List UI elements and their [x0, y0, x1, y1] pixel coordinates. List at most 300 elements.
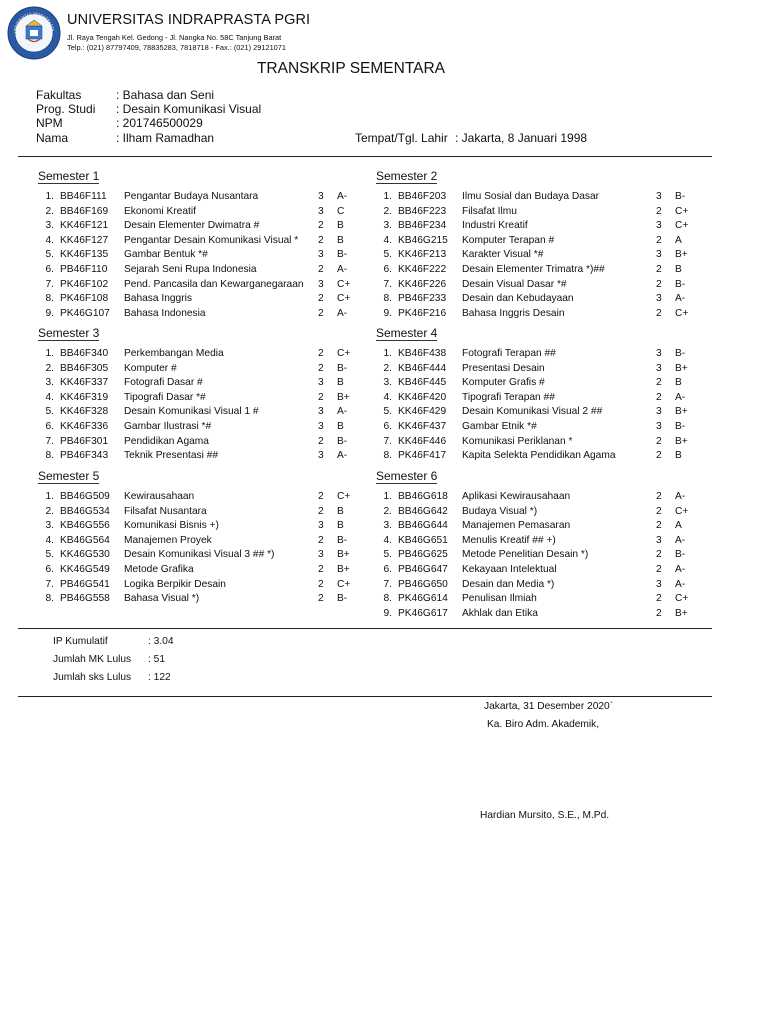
course-row — [376, 449, 706, 464]
course-code: KB46G215 — [398, 234, 448, 246]
course-code: KK46G549 — [60, 564, 110, 575]
course-row — [376, 205, 706, 220]
course-credits: 3 — [656, 293, 662, 305]
course-grade: B+ — [675, 435, 688, 447]
course-number: 9. — [45, 307, 54, 319]
course-grade: B- — [675, 421, 686, 432]
course-credits: 3 — [656, 191, 662, 202]
course-name: Kapita Selekta Pendidikan Agama — [462, 450, 616, 462]
course-code: BB46F203 — [398, 191, 447, 202]
course-row — [38, 505, 368, 520]
course-grade: B- — [675, 278, 686, 290]
course-name: Komunikasi Periklanan * — [462, 435, 573, 447]
course-code: KK46F319 — [60, 391, 109, 403]
course-grade: C+ — [675, 505, 689, 517]
course-number: 6. — [45, 421, 54, 432]
course-number: 5. — [45, 249, 54, 261]
header-divider — [18, 156, 712, 157]
course-name: Fotografi Terapan ## — [462, 348, 556, 359]
course-code: KK46F127 — [60, 234, 109, 246]
course-row — [376, 234, 706, 249]
course-credits: 2 — [656, 549, 662, 561]
course-credits: 2 — [656, 377, 662, 389]
course-number: 1. — [45, 191, 54, 202]
course-row — [38, 248, 368, 263]
course-row — [376, 435, 706, 450]
course-grade: B — [337, 421, 344, 432]
course-name: Desain Komunikasi Visual 1 # — [124, 406, 259, 418]
course-name: Kewirausahaan — [124, 491, 195, 502]
course-credits: 2 — [656, 450, 662, 462]
semester-title: Semester 6 — [376, 469, 438, 483]
course-name: Perkembangan Media — [124, 348, 224, 359]
course-row — [376, 548, 706, 563]
course-grade: B — [337, 520, 344, 532]
course-number: 6. — [383, 264, 392, 275]
course-code: KB46G556 — [60, 520, 110, 532]
semester-title: Semester 3 — [38, 326, 100, 340]
course-row — [38, 234, 368, 249]
semester-3-block — [38, 326, 351, 462]
course-name: Komputer Grafis # — [462, 377, 545, 389]
course-grade: A- — [337, 307, 348, 319]
course-grade: B — [675, 264, 682, 275]
course-credits: 3 — [656, 534, 662, 546]
course-number: 4. — [45, 234, 54, 246]
course-code: PB46F301 — [60, 435, 109, 447]
course-row — [38, 563, 368, 578]
course-name: Gambar Bentuk *# — [124, 249, 208, 261]
course-grade: C+ — [337, 491, 351, 502]
course-code: PB46F343 — [60, 450, 109, 462]
course-credits: 2 — [318, 505, 324, 517]
course-grade: B- — [337, 593, 348, 605]
course-row — [376, 307, 706, 322]
semester-2-block — [376, 169, 689, 319]
course-number: 7. — [45, 278, 54, 290]
course-credits: 2 — [656, 520, 662, 532]
course-number: 2. — [45, 505, 54, 517]
course-row — [38, 278, 368, 293]
university-name: UNIVERSITAS INDRAPRASTA PGRI — [67, 12, 311, 28]
course-row — [38, 362, 368, 377]
npm-label: NPM — [36, 116, 63, 130]
summary-divider — [18, 628, 712, 629]
course-row — [38, 391, 368, 406]
svg-text:P G R I: P G R I — [27, 47, 41, 52]
course-code: KB46G651 — [398, 534, 448, 546]
passed-sks-value: : 122 — [148, 672, 171, 683]
course-row — [376, 362, 706, 377]
course-row — [376, 592, 706, 607]
course-credits: 3 — [318, 205, 324, 217]
course-name: Desain Elementer Dwimatra # — [124, 220, 260, 232]
course-row — [376, 405, 706, 420]
course-row — [38, 592, 368, 607]
course-row — [376, 347, 706, 362]
course-code: BB46G509 — [60, 491, 110, 502]
course-row — [376, 292, 706, 307]
course-number: 4. — [383, 234, 392, 246]
course-number: 3. — [383, 377, 392, 389]
course-number: 8. — [383, 293, 392, 305]
course-number: 8. — [45, 293, 54, 305]
course-name: Bahasa Inggris — [124, 293, 192, 305]
course-number: 4. — [383, 391, 392, 403]
course-code: KK46F429 — [398, 406, 447, 418]
course-number: 8. — [45, 450, 54, 462]
course-credits: 2 — [656, 593, 662, 605]
course-number: 3. — [383, 220, 392, 232]
course-code: BB46G644 — [398, 520, 448, 532]
course-grade: B- — [337, 249, 348, 261]
course-code: KK46F420 — [398, 391, 447, 403]
course-name: Desain dan Kebudayaan — [462, 293, 574, 305]
course-row — [38, 376, 368, 391]
course-credits: 2 — [318, 362, 324, 374]
course-number: 4. — [383, 534, 392, 546]
course-credits: 3 — [656, 362, 662, 374]
course-grade: A- — [675, 534, 686, 546]
course-credits: 3 — [318, 191, 324, 202]
course-credits: 3 — [656, 348, 662, 359]
course-number: 3. — [45, 220, 54, 232]
course-row — [38, 534, 368, 549]
course-number: 6. — [45, 264, 54, 275]
course-number: 7. — [383, 435, 392, 447]
course-name: Bahasa Indonesia — [124, 307, 206, 319]
course-name: Komputer Terapan # — [462, 234, 555, 246]
course-code: KK46F336 — [60, 421, 109, 432]
course-number: 9. — [383, 607, 392, 619]
course-code: KK46F121 — [60, 220, 109, 232]
course-grade: C+ — [675, 307, 689, 319]
course-row — [38, 219, 368, 234]
course-code: BB46G618 — [398, 491, 448, 502]
university-logo — [7, 6, 61, 60]
course-number: 1. — [383, 491, 392, 502]
semester-1-block — [38, 169, 351, 319]
course-row — [376, 578, 706, 593]
course-name: Bahasa Visual *) — [124, 593, 200, 605]
svg-text:UNIVERSITAS INDRAPRASTA PGRI: UNIVERSITAS INDRAPRASTA — [12, 11, 55, 34]
course-grade: C — [337, 205, 345, 217]
course-number: 2. — [383, 205, 392, 217]
course-name: Komputer # — [124, 362, 177, 374]
course-credits: 2 — [656, 607, 662, 619]
name-label: Nama — [36, 131, 69, 145]
course-credits: 2 — [318, 234, 324, 246]
ipk-label: IP Kumulatif — [53, 636, 108, 647]
course-code: BB46F111 — [60, 191, 107, 202]
course-grade: A- — [337, 406, 348, 418]
course-number: 7. — [383, 578, 392, 590]
course-grade: C+ — [675, 205, 689, 217]
course-credits: 2 — [318, 391, 324, 403]
course-name: Tipografi Dasar *# — [124, 391, 206, 403]
course-grade: B+ — [675, 362, 688, 374]
course-row — [376, 263, 706, 278]
course-row — [376, 607, 706, 622]
course-grade: C+ — [675, 220, 689, 232]
course-grade: A — [675, 520, 682, 532]
course-credits: 2 — [656, 435, 662, 447]
course-code: PB46G647 — [398, 564, 448, 575]
course-number: 5. — [45, 549, 54, 561]
course-code: PK46F417 — [398, 450, 447, 462]
course-row — [376, 563, 706, 578]
course-name: Metode Grafika — [124, 564, 194, 575]
course-code: PK46G617 — [398, 607, 448, 619]
course-credits: 3 — [318, 377, 324, 389]
course-row — [376, 490, 706, 505]
course-credits: 3 — [318, 406, 324, 418]
course-code: KK46F222 — [398, 264, 447, 275]
course-name: Manajemen Pemasaran — [462, 520, 571, 532]
course-credits: 2 — [656, 307, 662, 319]
course-code: KB46F438 — [398, 348, 447, 359]
course-grade: A — [675, 234, 682, 246]
course-credits: 2 — [656, 391, 662, 403]
semester-title: Semester 4 — [376, 326, 438, 340]
course-code: PK46G107 — [60, 307, 110, 319]
semester-title: Semester 1 — [38, 169, 100, 183]
course-grade: A- — [675, 391, 686, 403]
course-number: 5. — [383, 549, 392, 561]
course-credits: 2 — [656, 234, 662, 246]
name-value: : Ilham Ramadhan — [116, 131, 215, 145]
course-code: KK46F226 — [398, 278, 447, 290]
course-row — [376, 420, 706, 435]
course-grade: A- — [337, 264, 348, 275]
course-grade: B+ — [675, 406, 688, 418]
course-number: 6. — [383, 421, 392, 432]
course-name: Logika Berpikir Desain — [124, 578, 226, 590]
course-grade: C+ — [337, 278, 351, 290]
course-credits: 3 — [318, 520, 324, 532]
course-name: Aplikasi Kewirausahaan — [462, 491, 571, 502]
course-code: KK46F446 — [398, 435, 447, 447]
course-code: PB46F110 — [60, 264, 108, 275]
course-number: 4. — [45, 534, 54, 546]
course-credits: 3 — [318, 450, 324, 462]
university-address: Jl. Raya Tengah Kel. Gedong - Jl. Nangka No. 58C Tanjung Barat — [67, 33, 282, 42]
course-code: KB46F445 — [398, 377, 447, 389]
program-value: : Desain Komunikasi Visual — [116, 102, 262, 116]
course-number: 1. — [383, 348, 392, 359]
course-row — [376, 190, 706, 205]
course-code: KK46F337 — [60, 377, 109, 389]
npm-value: : 201746500029 — [116, 116, 203, 130]
course-grade: B- — [337, 362, 348, 374]
course-grade: B- — [675, 549, 686, 561]
course-name: Menulis Kreatif ## +) — [462, 534, 556, 546]
course-row — [38, 307, 368, 322]
course-credits: 2 — [318, 578, 324, 590]
course-code: BB46F234 — [398, 220, 447, 232]
course-code: KK46G530 — [60, 549, 110, 561]
course-code: PK46F216 — [398, 307, 447, 319]
passed-courses-value: : 51 — [148, 654, 165, 665]
course-number: 2. — [383, 362, 392, 374]
course-row — [38, 190, 368, 205]
course-grade: B+ — [675, 607, 688, 619]
course-grade: A- — [675, 578, 686, 590]
document-title: TRANSKRIP SEMENTARA — [256, 60, 446, 77]
course-grade: B — [337, 377, 344, 389]
course-name: Ekonomi Kreatif — [124, 205, 196, 217]
course-row — [38, 519, 368, 534]
course-credits: 2 — [656, 205, 662, 217]
course-row — [376, 534, 706, 549]
course-name: Akhlak dan Etika — [462, 607, 538, 619]
course-credits: 2 — [318, 435, 324, 447]
course-name: Filsafat Nusantara — [124, 505, 207, 517]
course-number: 8. — [383, 450, 392, 462]
semester-4-block — [376, 326, 688, 462]
course-number: 2. — [45, 362, 54, 374]
course-code: BB46G534 — [60, 505, 110, 517]
course-number: 7. — [45, 435, 54, 447]
course-code: PK46G614 — [398, 593, 448, 605]
sign-position: Ka. Biro Adm. Akademik, — [487, 719, 600, 730]
course-grade: B+ — [337, 549, 350, 561]
course-grade: B — [675, 377, 682, 389]
course-name: Desain Elementer Trimatra *)## — [462, 264, 605, 275]
course-row — [38, 578, 368, 593]
course-number: 9. — [383, 307, 392, 319]
course-name: Ilmu Sosial dan Budaya Dasar — [462, 191, 600, 202]
course-row — [38, 405, 368, 420]
course-row — [376, 278, 706, 293]
course-number: 7. — [383, 278, 392, 290]
course-row — [38, 435, 368, 450]
semester-title: Semester 2 — [376, 169, 438, 183]
course-number: 5. — [45, 406, 54, 418]
course-grade: B- — [675, 191, 686, 202]
course-code: PB46G650 — [398, 578, 448, 590]
course-code: KB46F444 — [398, 362, 447, 374]
course-credits: 2 — [318, 293, 324, 305]
course-grade: B- — [337, 534, 348, 546]
course-name: Fotografi Dasar # — [124, 377, 203, 389]
course-name: Budaya Visual *) — [462, 505, 538, 517]
course-name: Pengantar Desain Komunikasi Visual * — [124, 234, 299, 246]
course-name: Tipografi Terapan ## — [462, 391, 555, 403]
course-credits: 3 — [318, 278, 324, 290]
course-number: 8. — [383, 593, 392, 605]
course-grade: C+ — [337, 348, 351, 359]
course-name: Sejarah Seni Rupa Indonesia — [124, 264, 257, 275]
course-row — [376, 505, 706, 520]
course-code: PB46F233 — [398, 293, 447, 305]
course-grade: C+ — [337, 578, 351, 590]
course-code: BB46F305 — [60, 362, 109, 374]
course-row — [38, 420, 368, 435]
course-grade: A- — [675, 491, 686, 502]
course-code: BB46F223 — [398, 205, 447, 217]
course-grade: C+ — [675, 593, 689, 605]
course-name: Bahasa Inggris Desain — [462, 307, 565, 319]
birth-label: Tempat/Tgl. Lahir — [355, 131, 448, 145]
course-name: Gambar Ilustrasi *# — [124, 421, 212, 432]
course-name: Karakter Visual *# — [462, 249, 544, 261]
course-grade: A- — [675, 293, 686, 305]
course-credits: 3 — [656, 421, 662, 432]
course-grade: B- — [675, 348, 686, 359]
course-row — [38, 548, 368, 563]
course-code: BB46F340 — [60, 348, 109, 359]
course-name: Pengantar Budaya Nusantara — [124, 191, 259, 202]
course-row — [376, 519, 706, 534]
course-row — [376, 391, 706, 406]
course-grade: B — [675, 450, 682, 462]
course-grade: B+ — [337, 391, 350, 403]
course-number: 2. — [383, 505, 392, 517]
course-credits: 2 — [318, 534, 324, 546]
course-name: Penulisan Ilmiah — [462, 593, 537, 605]
course-code: PB46G625 — [398, 549, 448, 561]
course-code: BB46F169 — [60, 205, 109, 217]
course-name: Komunikasi Bisnis +) — [124, 520, 219, 532]
passed-sks-label: Jumlah sks Lulus — [53, 672, 132, 683]
course-credits: 2 — [656, 564, 662, 575]
course-code: KK46F328 — [60, 406, 109, 418]
course-row — [376, 248, 706, 263]
course-row — [38, 205, 368, 220]
course-name: Gambar Etnik *# — [462, 421, 537, 432]
course-code: PK46F108 — [60, 293, 109, 305]
semester-6-block — [376, 469, 689, 619]
course-name: Desain Visual Dasar *# — [462, 278, 567, 290]
course-grade: C+ — [337, 293, 351, 305]
course-name: Desain Komunikasi Visual 2 ## — [462, 406, 603, 418]
course-credits: 2 — [318, 220, 324, 232]
course-credits: 2 — [318, 307, 324, 319]
course-credits: 3 — [318, 421, 324, 432]
course-code: PB46G558 — [60, 593, 110, 605]
course-credits: 3 — [318, 249, 324, 261]
course-name: Desain Komunikasi Visual 3 ## *) — [124, 549, 275, 561]
course-name: Industri Kreatif — [462, 220, 528, 232]
course-grade: B+ — [337, 564, 350, 575]
course-name: Pendidikan Agama — [124, 435, 209, 447]
course-number: 6. — [383, 564, 392, 575]
course-credits: 3 — [656, 578, 662, 590]
course-credits: 3 — [318, 549, 324, 561]
course-credits: 2 — [318, 264, 324, 275]
course-row — [376, 376, 706, 391]
sign-place-date: Jakarta, 31 Desember 2020` — [484, 701, 614, 712]
course-name: Pend. Pancasila dan Kewarganegaraan — [124, 278, 304, 290]
semester-title: Semester 5 — [38, 469, 100, 483]
course-credits: 2 — [318, 491, 324, 502]
course-credits: 2 — [656, 278, 662, 290]
university-phone: Telp.: (021) 87797409, 78835283, 7818718 - Fax.: (021) 29121071 — [67, 43, 287, 52]
course-name: Filsafat Ilmu — [462, 205, 517, 217]
course-number: 3. — [45, 377, 54, 389]
course-grade: B — [337, 234, 344, 246]
course-number: 7. — [45, 578, 54, 590]
faculty-value: : Bahasa dan Seni — [116, 88, 215, 102]
course-credits: 2 — [318, 348, 324, 359]
course-row — [38, 292, 368, 307]
course-row — [38, 490, 368, 505]
course-grade: A- — [337, 191, 348, 202]
course-grade: B — [337, 505, 344, 517]
course-credits: 2 — [318, 593, 324, 605]
course-number: 1. — [45, 491, 54, 502]
